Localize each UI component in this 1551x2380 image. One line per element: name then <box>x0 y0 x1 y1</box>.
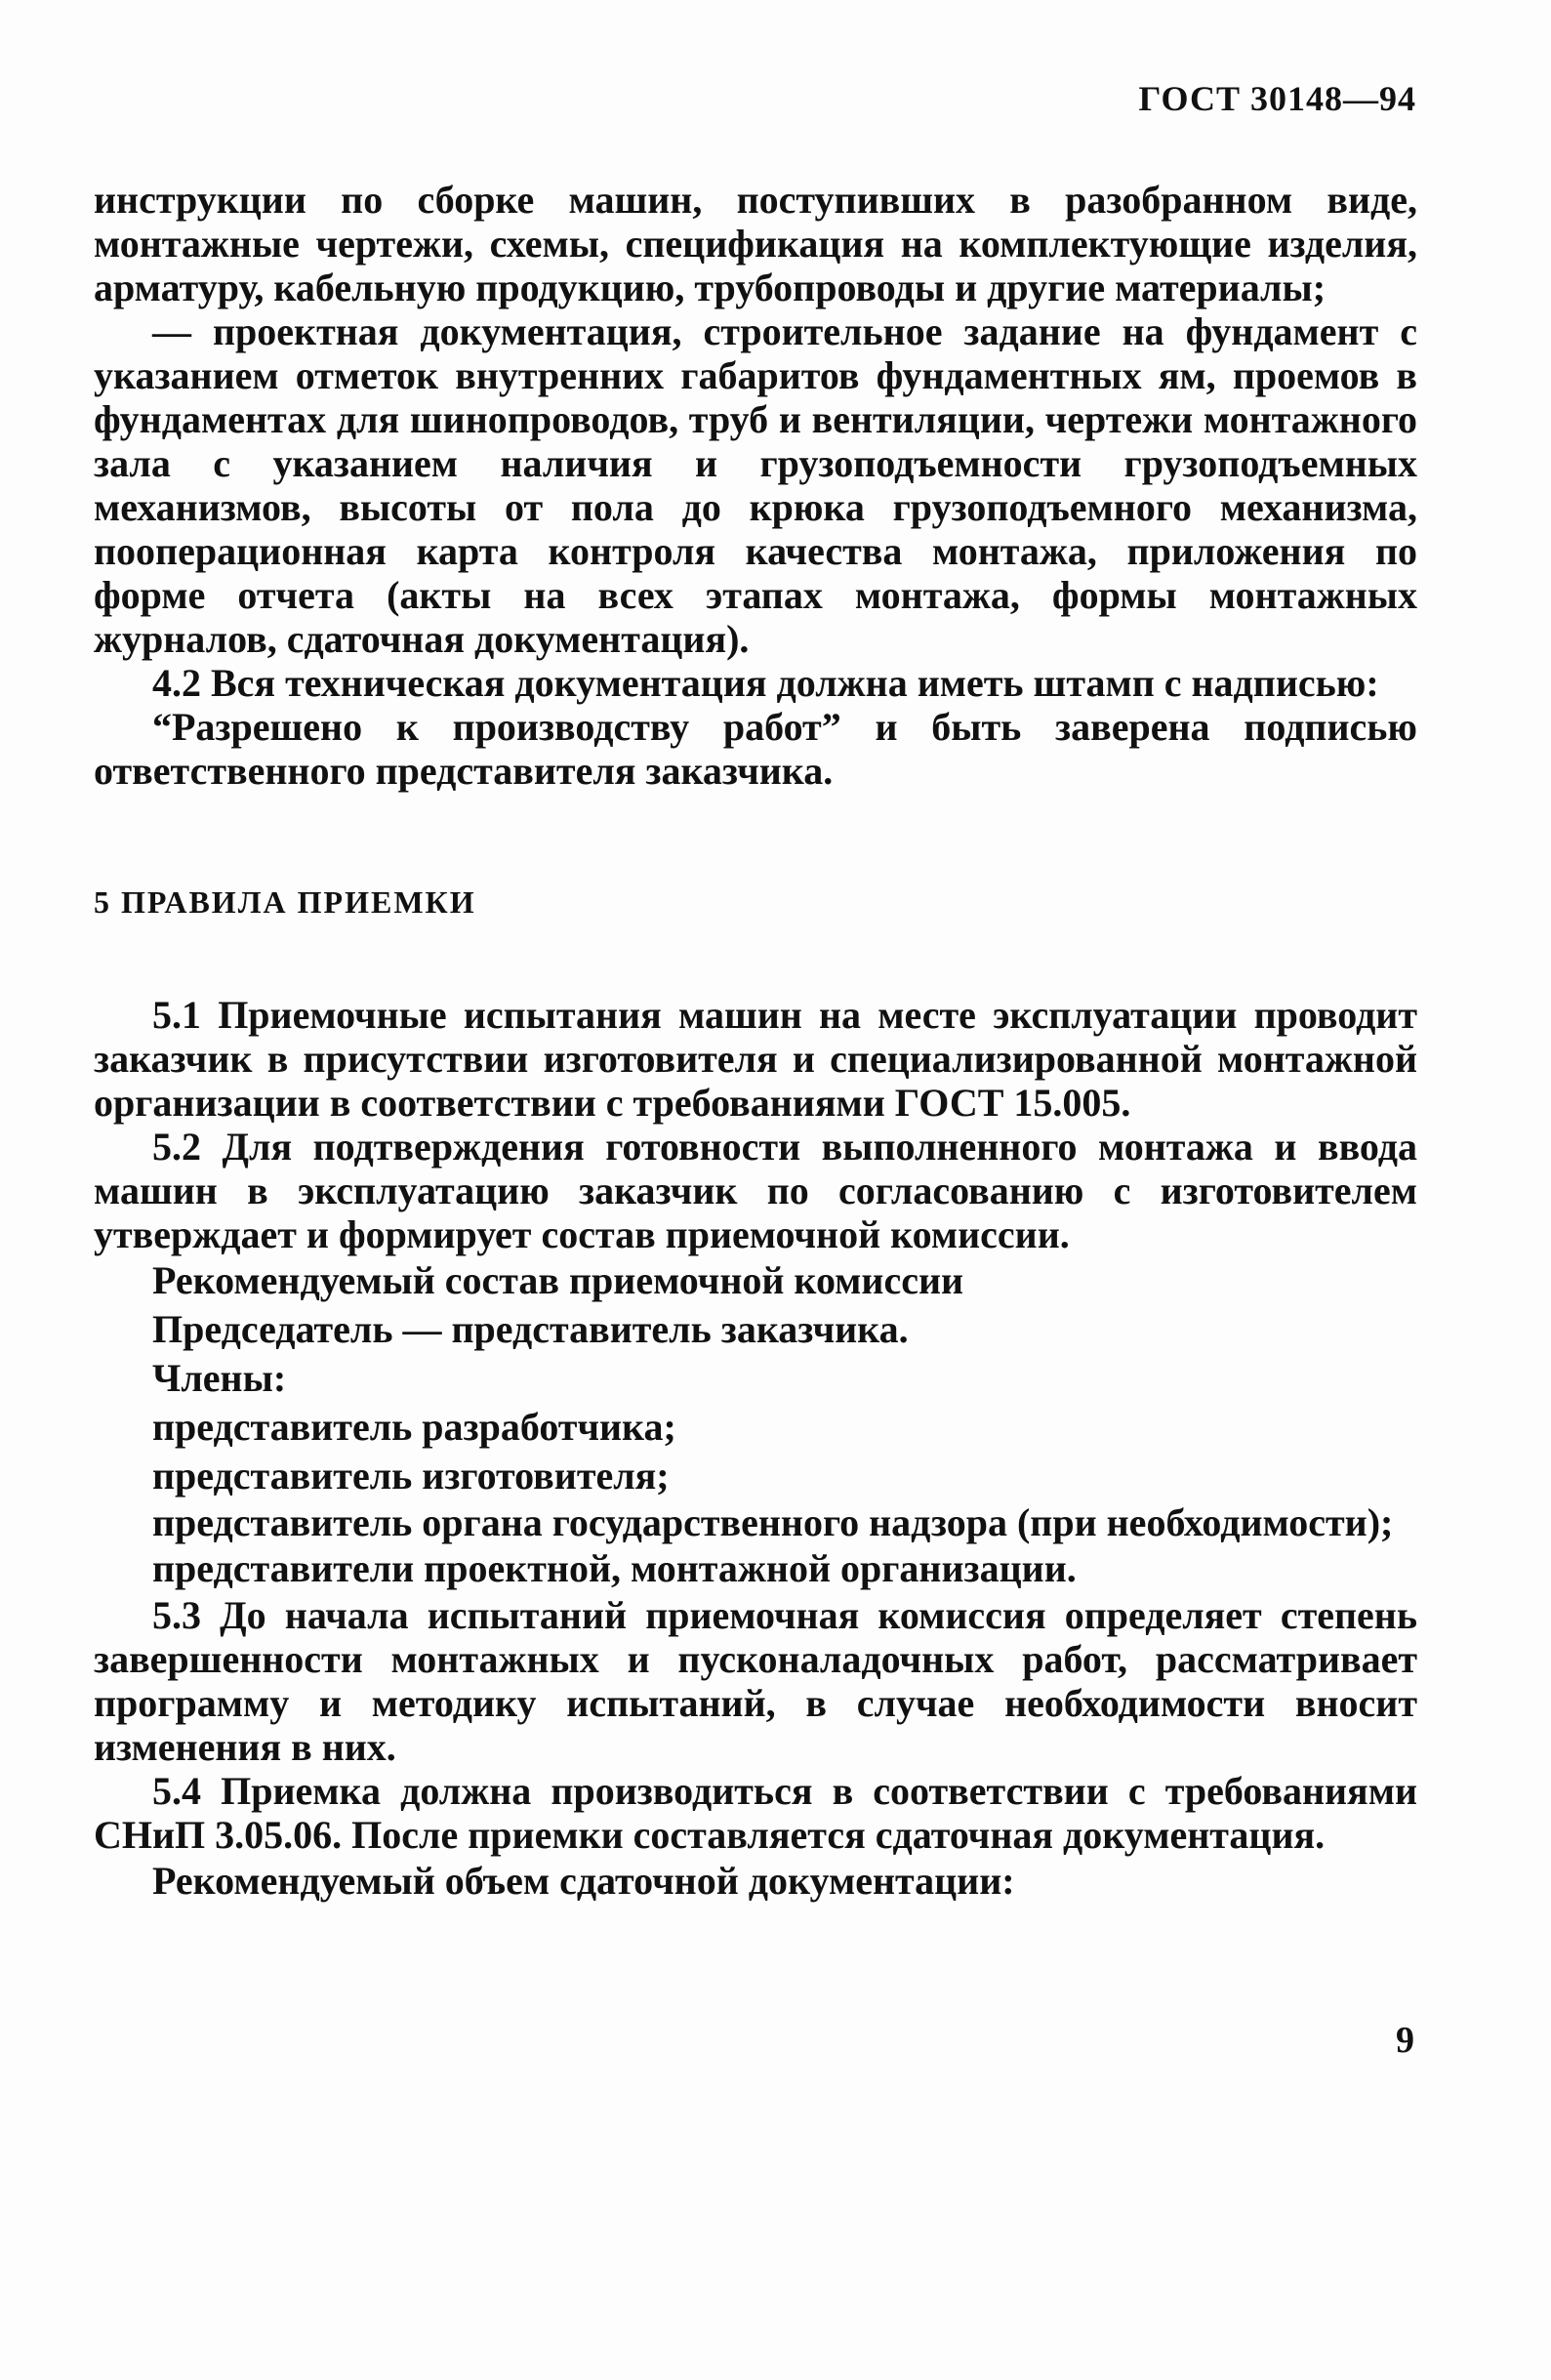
paragraph-project-documentation: — проектная документация, строительное задание на фундамент с указанием отметок внутренних габаритов фундаментных ям, проемов в фундаментах для шинопроводов, труб и вентиляции, чертежи монтажного зала с указанием наличия и грузоподъемности грузоподъемных механизмов, высоты от пола до крюка грузоподъемного механизма, пооперационная карта контроля качества монтажа, приложения по форме отчета (акты на всех этапах монтажа, формы монтажных журналов, сдаточная документация). <box>94 309 1417 661</box>
paragraph-continuation: инструкции по сборке машин, поступивших в разобранном виде, монтажные чертежи, схемы, спецификация на комплектующие изделия, арматуру, кабельную продукцию, трубопроводы и другие материалы; <box>94 178 1417 309</box>
standard-code-header: ГОСТ 30148—94 <box>1138 79 1416 118</box>
member-developer: представитель разработчика; <box>152 1405 676 1449</box>
spacer <box>94 924 1417 993</box>
handover-intro: Рекомендуемый объем сдаточной документации: <box>152 1859 1015 1903</box>
clause-5-3: 5.3 До начала испытаний приемочная комиссия определяет степень завершенности монтажных и пусконаладочных работ, рассматривает программу и методику испытаний, в случае необходимости вносит изменения в них. <box>94 1593 1417 1769</box>
clause-4-2-stamp-text: “Разрешено к производству работ” и быть заверена подписью ответственного представителя заказчика. <box>94 705 1417 793</box>
page-number: 9 <box>1396 2020 1414 2061</box>
clause-5-4: 5.4 Приемка должна производиться в соответствии с требованиями СНиП 3.05.06. После приемки составляется сдаточная документация. <box>94 1769 1417 1857</box>
clause-4-2: 4.2 Вся техническая документация должна иметь штамп с надписью: <box>152 661 1379 705</box>
clause-5-2: 5.2 Для подтверждения готовности выполненного монтажа и ввода машин в эксплуатацию заказчик по согласованию с изготовителем утверждает и формирует состав приемочной комиссии. <box>94 1125 1417 1256</box>
member-supervision: представитель органа государственного надзора (при необходимости); <box>152 1500 1394 1544</box>
spacer <box>94 793 1417 881</box>
commission-intro: Рекомендуемый состав приемочной комиссии <box>152 1258 964 1302</box>
member-organizations: представители проектной, монтажной организации. <box>152 1546 1077 1590</box>
section-5-heading: 5 ПРАВИЛА ПРИЕМКИ <box>94 884 476 920</box>
document-body <box>94 178 1417 1906</box>
commission-chairman: Председатель — представитель заказчика. <box>152 1307 909 1351</box>
member-manufacturer: представитель изготовителя; <box>152 1454 670 1498</box>
clause-5-1: 5.1 Приемочные испытания машин на месте эксплуатации проводит заказчик в присутствии изготовителя и специализированной монтажной организации в соответствии с требованиями ГОСТ 15.005. <box>94 993 1417 1125</box>
commission-members-label: Члены: <box>152 1356 287 1400</box>
